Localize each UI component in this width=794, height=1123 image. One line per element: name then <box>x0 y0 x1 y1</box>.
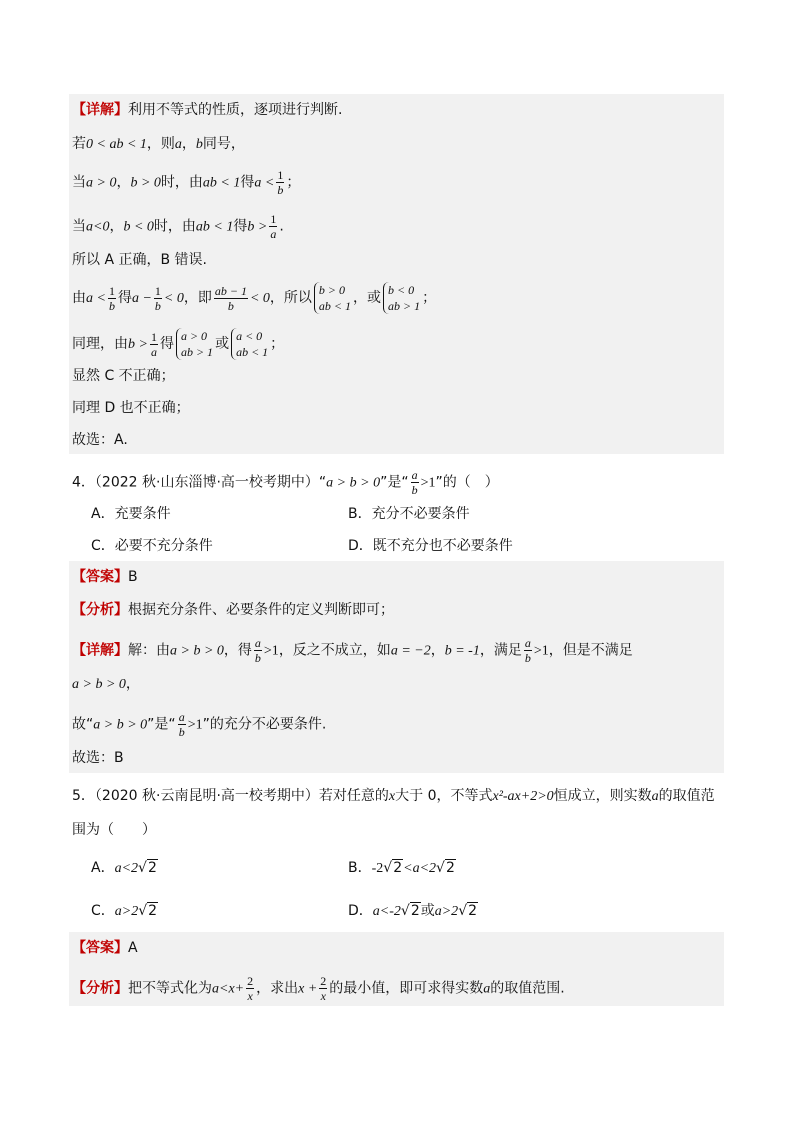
fraction: $\frac{2}{x}$ <box>247 974 254 1003</box>
fraction: $\frac{1}{a}$ <box>270 212 277 241</box>
q4-detail-line-3: 故“a > b > 0”是“ $\frac{a}{b}$ >1”的充分不必要条件. <box>72 710 327 739</box>
q5-option-c: C．a>2√2 <box>91 903 158 919</box>
q5-option-b: B．-2√2<a<2√2 <box>348 860 455 876</box>
system-brace: b > 0 ab < 1 <box>314 282 351 314</box>
system-brace: a > 0 ab > 1 <box>176 328 213 360</box>
system-brace: b < 0 ab > 1 <box>383 282 420 314</box>
detail-tag: 【详解】 <box>72 102 128 118</box>
fraction: $\frac{a}{b}$ <box>178 710 185 739</box>
q4-option-c: C．必要不充分条件 <box>91 538 213 554</box>
q3-detail-line-5: 所以 A 正确，B 错误. <box>72 252 207 268</box>
fraction: $\frac{1}{b}$ <box>154 283 161 313</box>
question-5-stem: 5．（2020 秋·云南昆明·高一校考期中）若对任意的x大于 0，不等式x²-ax+2>0恒成立，则实数a的取值范 <box>72 788 715 804</box>
q4-detail-line-2: a > b > 0， <box>72 676 140 692</box>
q4-option-a: A．充要条件 <box>91 506 171 522</box>
fraction: $\frac{1}{b}$ <box>277 168 284 197</box>
q3-detail-line-1: 【详解】利用不等式的性质，逐项进行判断. <box>72 102 343 118</box>
question-4-stem: 4．（2022 秋·山东淄博·高一校考期中）“a > b > 0”是“ $\frac{a}{b}$ >1”的（ ） <box>72 468 499 497</box>
q4-option-d: D．既不充分也不必要条件 <box>348 538 513 554</box>
q3-detail-line-10: 故选：A. <box>72 432 128 448</box>
q3-detail-line-7: 同理，由b > $\frac{1}{a}$ 得 a > 0 ab > 1 或 a < 0 ab < 1 ； <box>72 329 285 359</box>
fraction: $\frac{1}{b}$ <box>108 283 115 313</box>
q4-detail-line-1: 【详解】解：由a > b > 0，得 $\frac{a}{b}$ >1，反之不成立，如a = −2，b = -1，满足 $\frac{a}{b}$ >1，但是不满足 <box>72 636 633 665</box>
q5-option-d: D．a<-2√2或a>2√2 <box>348 903 478 919</box>
q3-detail-line-2: 若0 < ab < 1，则a，b同号， <box>72 136 245 152</box>
fraction: $\frac{2}{x}$ <box>320 974 327 1003</box>
fraction: $\frac{ab - 1}{b}$ <box>214 283 247 313</box>
q3-detail-line-3: 当a > 0，b > 0时，由ab < 1得a < $\frac{1}{b}$ ； <box>72 168 301 197</box>
fraction: $\frac{a}{b}$ <box>254 636 261 665</box>
fraction: $\frac{1}{a}$ <box>150 329 157 359</box>
q4-option-b: B．充分不必要条件 <box>348 506 470 522</box>
q3-detail-line-9: 同理 D 也不正确； <box>72 400 190 416</box>
q5-answer: 【答案】A <box>72 940 138 956</box>
q4-analysis: 【分析】根据充分条件、必要条件的定义判断即可； <box>72 602 394 618</box>
q3-detail-line-4: 当a<0，b < 0时，由ab < 1得b > $\frac{1}{a}$ . <box>72 212 284 241</box>
q4-answer: 【答案】B <box>72 569 138 585</box>
question-5-stem-line-2: 围为（ ） <box>72 822 156 838</box>
system-brace: a < 0 ab < 1 <box>231 328 268 360</box>
fraction: $\frac{a}{b}$ <box>524 636 531 665</box>
q3-detail-line-8: 显然 C 不正确； <box>72 368 175 384</box>
q4-select: 故选：B <box>72 750 124 766</box>
q3-detail-line-6: 由a < $\frac{1}{b}$ 得a − $\frac{1}{b}$ < 0，即 $\frac{ab - 1}{b}$ < 0，所以 b > 0 ab < 1 ，或 b < 0 ab > 1 ； <box>72 283 437 313</box>
answer-block-q4 <box>69 561 724 773</box>
q5-option-a: A．a<2√2 <box>91 860 157 876</box>
fraction: $\frac{a}{b}$ <box>411 468 418 497</box>
q5-analysis: 【分析】把不等式化为a<x+ $\frac{2}{x}$ ，求出x + $\frac{2}{x}$ 的最小值，即可求得实数a的取值范围. <box>72 974 565 1003</box>
